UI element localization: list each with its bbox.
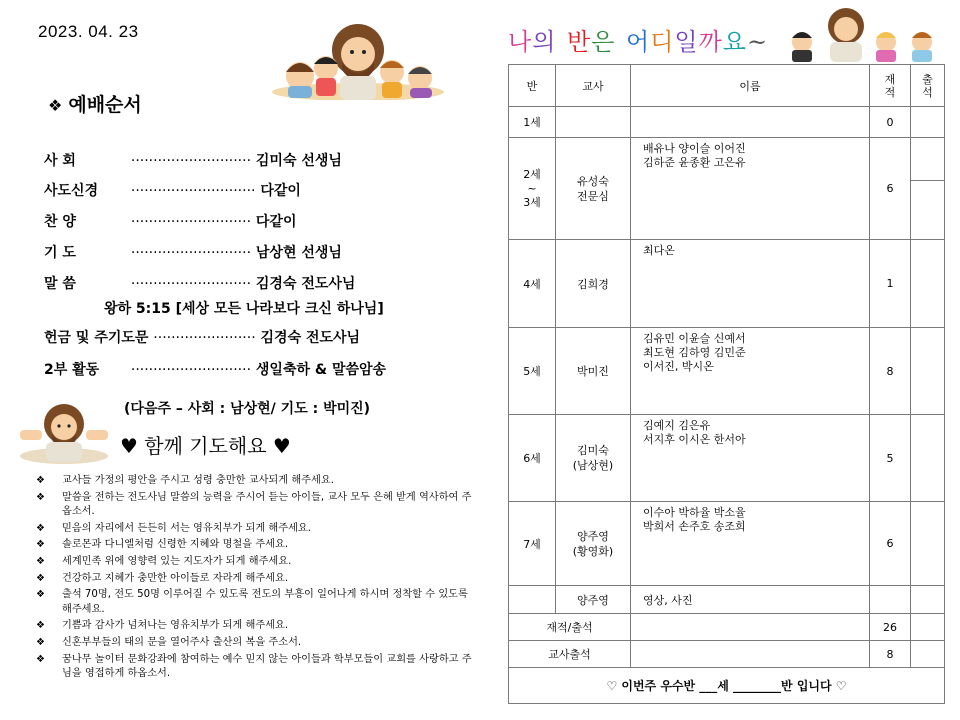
leader-dots: ··························· bbox=[130, 214, 252, 230]
teacher-attendance-enrolled: 8 bbox=[870, 641, 911, 668]
teacher-cell bbox=[556, 107, 631, 138]
prayer-item: ❖ 기쁨과 감사가 넘쳐나는 영유치부가 되게 해주세요. bbox=[36, 619, 480, 634]
prayer-item: ❖ 말씀을 전하는 전도사님 말씀의 능력을 주시어 듣는 아이들, 교사 모두 은혜 받게 역사하여 주옵소서. bbox=[36, 491, 472, 518]
class-cell: 4세 bbox=[509, 240, 556, 328]
class-section-title bbox=[508, 22, 768, 57]
table-row-media bbox=[509, 586, 945, 614]
names-cell bbox=[631, 614, 870, 641]
attendance-cell[interactable] bbox=[911, 240, 945, 328]
table-row bbox=[509, 502, 945, 586]
table-row bbox=[509, 138, 945, 181]
diamond-bullet-icon: ❖ bbox=[36, 653, 45, 665]
names-cell: 영상, 사진 bbox=[631, 586, 870, 614]
order-label: 말 씀 bbox=[44, 276, 76, 292]
table-row-teacher-attendance bbox=[509, 641, 945, 668]
names-cell bbox=[631, 107, 870, 138]
table-row-total bbox=[509, 614, 945, 641]
order-row-sermon bbox=[44, 273, 355, 293]
names-cell: 김예지 김은유 서지후 이시온 한서아 bbox=[631, 415, 870, 502]
enrolled-cell: 5 bbox=[870, 415, 911, 502]
order-value: 김경숙 전도사님 bbox=[255, 276, 356, 292]
order-value: 다같이 bbox=[260, 183, 301, 199]
attendance-cell[interactable] bbox=[911, 502, 945, 586]
title-char: 일 bbox=[674, 28, 699, 56]
teacher-cell: 김희경 bbox=[556, 240, 631, 328]
attendance-cell[interactable] bbox=[911, 328, 945, 415]
order-row-prayer bbox=[44, 242, 342, 262]
diamond-bullet-icon: ❖ bbox=[36, 539, 45, 551]
leader-dots: ···························· bbox=[130, 183, 256, 199]
class-cell: 5세 bbox=[509, 328, 556, 415]
diamond-bullet-icon: ❖ bbox=[36, 475, 45, 486]
order-value: 김경숙 전도사님 bbox=[260, 330, 361, 346]
enrolled-cell: 1 bbox=[870, 240, 911, 328]
prayer-item: ❖ 출석 70명, 전도 50명 이루어질 수 있도록 전도의 부흥이 일어나게 하시며 정착할 수 있도록 해주세요. bbox=[36, 589, 468, 615]
best-class-note: ♡ 이번주 우수반 ___세 ________반 입니다 ♡ bbox=[509, 668, 945, 704]
table-row bbox=[509, 107, 945, 138]
names-cell: 김유민 이윤슬 신예서 최도현 김하영 김민준 이서진, 박시온 bbox=[631, 328, 870, 415]
prayer-item: ❖ 세계민족 위에 영향력 있는 지도자가 되게 해주세요. bbox=[36, 555, 480, 570]
table-row-best-class bbox=[509, 668, 945, 704]
diamond-bullet-icon: ❖ bbox=[36, 620, 45, 632]
title-char: 의 bbox=[532, 28, 557, 56]
title-char bbox=[556, 28, 565, 56]
teacher-cell: 양주영 (황영화) bbox=[556, 502, 631, 586]
jesus-with-children-clipart bbox=[270, 18, 446, 100]
teacher-cell: 김미숙 (남상현) bbox=[556, 415, 631, 502]
leader-dots: ··························· bbox=[130, 276, 252, 292]
order-row-praise bbox=[44, 211, 296, 231]
jesus-with-kids-clipart bbox=[786, 4, 946, 62]
title-char: 나 bbox=[508, 28, 533, 56]
enrolled-cell: 8 bbox=[870, 328, 911, 415]
order-label: 헌금 및 주기도문 bbox=[44, 330, 149, 346]
diamond-bullet-icon: ❖ bbox=[36, 522, 45, 534]
prayer-item: ❖ 교사들 가정의 평안을 주시고 성령 충만한 교사되게 해주세요. bbox=[36, 474, 480, 489]
teacher-cell: 박미진 bbox=[556, 328, 631, 415]
teacher-cell: 양주영 bbox=[556, 586, 631, 614]
total-label: 재적/출석 bbox=[509, 614, 631, 641]
attendance-cell[interactable] bbox=[911, 107, 945, 138]
teacher-cell: 유성숙 전문심 bbox=[556, 138, 631, 240]
class-cell bbox=[509, 586, 556, 614]
teacher-attendance-attendance[interactable] bbox=[911, 641, 945, 668]
leader-dots: ··························· bbox=[130, 362, 252, 378]
order-value: 다같이 bbox=[255, 214, 297, 230]
diamond-bullet-icon: ❖ bbox=[36, 636, 45, 648]
header-names: 이름 bbox=[631, 65, 870, 107]
order-label: 찬 양 bbox=[44, 214, 76, 230]
order-value: 생일축하 & 말씀암송 bbox=[255, 362, 387, 378]
class-cell: 7세 bbox=[509, 502, 556, 586]
names-cell bbox=[631, 641, 870, 668]
order-value: 남상현 선생님 bbox=[255, 245, 342, 261]
enrolled-cell bbox=[870, 586, 911, 614]
title-char: ~ bbox=[746, 28, 769, 56]
prayer-item: ❖ 신혼부부들의 태의 문을 열어주사 출산의 복을 주소서. bbox=[36, 636, 480, 651]
prayer-item: ❖ 건강하고 지혜가 충만한 아이들로 자라게 해주세요. bbox=[36, 572, 480, 587]
header-enrolled: 재 적 bbox=[870, 65, 911, 107]
attendance-cell[interactable] bbox=[911, 138, 945, 181]
title-char: 까 bbox=[698, 28, 723, 56]
date: 2023. 04. 23 bbox=[38, 22, 139, 41]
order-label: 기 도 bbox=[44, 245, 76, 261]
order-row-host bbox=[44, 150, 342, 170]
title-char bbox=[615, 28, 624, 56]
names-cell: 이수아 박하율 박소율 박희서 손주호 송조희 bbox=[631, 502, 870, 586]
header-class: 반 bbox=[509, 65, 556, 107]
header-teacher: 교사 bbox=[556, 65, 631, 107]
bible-passage: 왕하 5:15 [세상 모든 나라보다 크신 하나님] bbox=[104, 301, 384, 317]
diamond-bullet-icon: ❖ bbox=[36, 589, 45, 601]
attendance-cell[interactable] bbox=[911, 415, 945, 502]
names-cell: 배유나 양이슬 이어진 김하준 윤종환 고은유 bbox=[631, 138, 870, 240]
title-char: 디 bbox=[650, 28, 675, 56]
table-row bbox=[509, 328, 945, 415]
title-char: 반 bbox=[567, 28, 592, 56]
worship-title bbox=[48, 90, 142, 117]
header-attendance: 출 석 bbox=[911, 65, 945, 107]
diamond-bullet-icon: ❖ bbox=[36, 555, 45, 567]
leader-dots: ······················· bbox=[153, 330, 256, 346]
class-cell: 2세 ~ 3세 bbox=[509, 138, 556, 240]
title-char: 은 bbox=[591, 28, 616, 56]
order-label: 사도신경 bbox=[44, 183, 99, 199]
order-label: 2부 활동 bbox=[44, 362, 100, 378]
names-cell: 최다온 bbox=[631, 240, 870, 328]
attendance-cell[interactable] bbox=[911, 181, 945, 240]
enrolled-cell: 6 bbox=[870, 502, 911, 586]
class-cell: 1세 bbox=[509, 107, 556, 138]
prayer-item: ❖ 솔로몬과 다니엘처럼 신령한 지혜와 명철을 주세요. bbox=[36, 538, 480, 553]
teacher-attendance-label: 교사출석 bbox=[509, 641, 631, 668]
title-char: 어 bbox=[626, 28, 651, 56]
diamond-bullet-icon: ❖ bbox=[48, 96, 63, 115]
order-value: 김미숙 선생님 bbox=[255, 153, 342, 169]
prayer-item: ❖ 믿음의 자리에서 든든히 서는 영유치부가 되게 해주세요. bbox=[36, 522, 480, 537]
table-header-row bbox=[509, 65, 945, 107]
leader-dots: ··························· bbox=[130, 153, 252, 169]
table-row bbox=[509, 415, 945, 502]
worship-title-text: 예배순서 bbox=[68, 94, 142, 116]
total-attendance[interactable] bbox=[911, 614, 945, 641]
class-attendance-table bbox=[508, 64, 945, 704]
enrolled-cell: 0 bbox=[870, 107, 911, 138]
leader-dots: ··························· bbox=[130, 245, 252, 261]
class-cell: 6세 bbox=[509, 415, 556, 502]
prayer-title: ♥ 함께 기도해요 ♥ bbox=[120, 434, 291, 458]
order-row-offering bbox=[44, 327, 360, 347]
order-label: 사 회 bbox=[44, 153, 76, 169]
total-enrolled: 26 bbox=[870, 614, 911, 641]
title-char: 요 bbox=[722, 28, 747, 56]
next-week-note: (다음주 – 사회 : 남상현/ 기도 : 박미진) bbox=[124, 401, 371, 417]
order-row-activity bbox=[44, 359, 386, 379]
prayer-item: ❖ 꿈나무 놀이터 문화강좌에 참여하는 예수 믿지 않는 아이들과 학부모들이 교회를 사랑하고 주님을 영접하게 하옵소서. bbox=[36, 653, 472, 680]
praying-jesus-clipart bbox=[12, 400, 116, 464]
attendance-cell[interactable] bbox=[911, 586, 945, 614]
enrolled-cell: 6 bbox=[870, 138, 911, 240]
diamond-bullet-icon: ❖ bbox=[36, 491, 45, 503]
order-row-creed bbox=[44, 180, 301, 200]
diamond-bullet-icon: ❖ bbox=[36, 572, 45, 584]
prayer-list bbox=[36, 474, 480, 684]
table-row bbox=[509, 240, 945, 328]
